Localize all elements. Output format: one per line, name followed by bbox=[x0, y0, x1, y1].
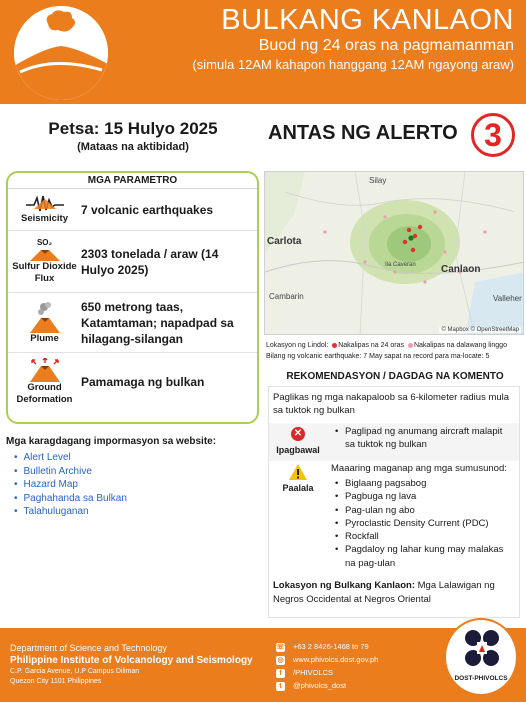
activity-level: (Mataas na aktibidad) bbox=[77, 141, 189, 153]
facebook-text[interactable]: /PHIVOLCS bbox=[293, 668, 334, 677]
param-row-plume bbox=[8, 293, 257, 353]
so2-text-icon: SO₂ bbox=[36, 238, 53, 247]
param-label: Sulfur Dioxide Flux bbox=[12, 261, 77, 284]
map-place-label: Cambarin bbox=[269, 292, 304, 301]
link-alert-level[interactable]: • Alert Level bbox=[14, 451, 127, 465]
deformation-volcano-icon bbox=[26, 358, 64, 382]
header-period: (simula 12AM kahapon hanggang 12AM ngayong araw) bbox=[192, 57, 514, 72]
footer-address-line2: Quezon City 1101 Philippines bbox=[10, 678, 102, 685]
map-valle-label: Valleher bbox=[493, 294, 522, 303]
volcano-location bbox=[273, 579, 517, 607]
warning-item: • Biglaang pagsabog bbox=[335, 477, 515, 490]
link-paghahanda[interactable]: • Paghahanda sa Bulkan bbox=[14, 492, 127, 506]
prohibited-text: • Paglipad ng anumang aircraft malapit sa tuktok ng bulkan bbox=[335, 425, 515, 451]
website-links bbox=[14, 451, 127, 519]
plume-volcano-icon bbox=[28, 301, 62, 333]
web-text[interactable]: www.phivolcs.dost.gov.ph bbox=[293, 655, 379, 664]
prohibited-row bbox=[269, 423, 519, 461]
map-place-label: Ila Caveran bbox=[385, 262, 416, 268]
legend-prefix: Lokasyon ng Lindol: bbox=[266, 342, 329, 349]
phone-text: +63 2 8426-1468 to 79 bbox=[293, 642, 369, 651]
param-label: Ground Deformation bbox=[16, 382, 73, 405]
evacuation-text: Paglikas ng mga nakapaloob sa 6-kilometer radius mula sa tuktok ng bulkan bbox=[273, 392, 510, 416]
footer-address-line1: C.P. Garcia Avenue, U.P Campus Diliman bbox=[10, 668, 140, 675]
param-value: 7 volcanic earthquakes bbox=[81, 202, 214, 217]
link-bulletin-archive[interactable]: • Bulletin Archive bbox=[14, 465, 127, 479]
so2-volcano-icon bbox=[28, 247, 62, 261]
footer-facebook[interactable] bbox=[276, 668, 333, 678]
param-row-so2 bbox=[8, 231, 257, 293]
website-heading: Mga karagdagang impormasyon sa website: bbox=[6, 436, 217, 447]
map-carlota-label: Carlota bbox=[267, 236, 302, 247]
volcano-title: BULKANG KANLAON bbox=[221, 4, 514, 36]
twitter-icon: t bbox=[276, 682, 285, 691]
earthquake-location-map bbox=[264, 171, 524, 335]
warning-icon bbox=[289, 464, 307, 480]
map-legend bbox=[266, 342, 507, 349]
recent-dot-icon bbox=[332, 343, 337, 348]
prohibited-label: Ipagbawal bbox=[276, 445, 320, 455]
link-talahuluganan[interactable]: • Talahuluganan bbox=[14, 505, 127, 519]
param-label: Seismicity bbox=[21, 212, 68, 224]
parameters-panel bbox=[6, 171, 259, 424]
footer-web[interactable] bbox=[276, 655, 378, 665]
phone-icon: ☏ bbox=[276, 643, 285, 651]
warning-label: Paalala bbox=[282, 483, 314, 493]
warning-item: • Pagbuga ng lava bbox=[335, 490, 515, 503]
seismograph-icon bbox=[26, 195, 64, 213]
volcano-logo-icon bbox=[14, 6, 108, 100]
warning-item: • Rockfall bbox=[335, 530, 515, 543]
warning-item: • Pyroclastic Density Current (PDC) bbox=[335, 517, 515, 530]
footer-phone bbox=[276, 642, 369, 652]
legend-older: Nakalipas na dalawang linggo bbox=[413, 342, 507, 349]
map-canlaon-label: Canlaon bbox=[441, 264, 481, 275]
footer bbox=[0, 628, 526, 702]
recommendations-heading: REKOMENDASYON / DAGDAG NA KOMENTO bbox=[286, 371, 504, 382]
link-hazard-map[interactable]: • Hazard Map bbox=[14, 478, 127, 492]
older-dot-icon bbox=[408, 343, 413, 348]
facebook-icon: f bbox=[276, 669, 285, 678]
recommendations-box bbox=[268, 386, 520, 618]
header-subtitle: Buod ng 24 oras na pagmamanman bbox=[258, 37, 514, 54]
param-row-seismicity bbox=[8, 189, 257, 231]
alert-level-badge: 3 bbox=[471, 113, 515, 157]
alert-level-label: ANTAS NG ALERTO bbox=[268, 122, 458, 144]
warning-intro: Maaaring maganap ang mga sumusunod: bbox=[331, 463, 507, 474]
dost-phivolcs-badge bbox=[444, 618, 518, 696]
footer-institute: Philippine Institute of Volcanology and Seismology bbox=[10, 655, 253, 666]
legend-recent: Nakalipas na 24 oras bbox=[338, 342, 404, 349]
footer-dept: Department of Science and Technology bbox=[10, 643, 167, 653]
close-icon: ✕ bbox=[291, 427, 305, 441]
twitter-text[interactable]: @phivolcs_dost bbox=[293, 681, 347, 690]
param-label: Plume bbox=[30, 332, 59, 344]
warning-item: • Pag-ulan ng abo bbox=[335, 504, 515, 517]
earthquake-count: Bilang ng volcanic earthquake: 7 May sapat na record para ma-locate: 5 bbox=[266, 353, 490, 360]
location-text: Mga Lalawigan ng Negros Occidental at Negros Oriental bbox=[273, 580, 495, 605]
location-label: Lokasyon ng Bulkang Kanlaon: bbox=[273, 580, 415, 591]
parameters-heading: MGA PARAMETRO bbox=[8, 173, 257, 189]
dost-logo-icon bbox=[463, 628, 501, 668]
footer-twitter[interactable] bbox=[276, 681, 346, 691]
badge-label: DOST-PHIVOLCS bbox=[454, 675, 508, 682]
param-row-deformation bbox=[8, 353, 257, 411]
warning-list bbox=[335, 477, 515, 570]
warning-item: • Pagdaloy ng lahar kung may malakas na pag-ulan bbox=[335, 543, 515, 570]
map-copyright: © Mapbox © OpenStreetMap bbox=[441, 327, 519, 333]
globe-icon: ◎ bbox=[277, 656, 284, 664]
param-value: 2303 tonelada / araw (14 Hulyo 2025) bbox=[81, 246, 219, 277]
header-banner bbox=[0, 0, 526, 104]
bulletin-date: Petsa: 15 Hulyo 2025 bbox=[48, 119, 218, 138]
map-place-label: Silay bbox=[369, 176, 387, 185]
param-value: 650 metrong taas, Katamtaman; napadpad sa hilagang-silangan bbox=[81, 299, 234, 346]
param-value: Pamamaga ng bulkan bbox=[81, 375, 205, 389]
